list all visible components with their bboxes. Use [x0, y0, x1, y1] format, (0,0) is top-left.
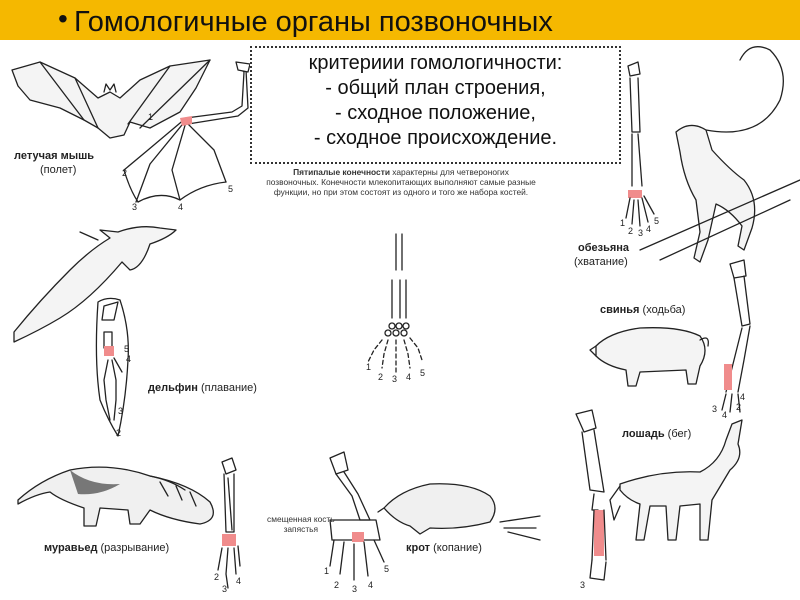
anteater-function: (разрывание)	[100, 542, 170, 554]
monkey-name: обезьяна	[578, 242, 630, 254]
criteria-item: - сходное положение,	[335, 102, 536, 124]
generalized-limb-skeleton	[368, 234, 422, 372]
digit-number: 2	[116, 428, 122, 438]
digit-number: 2	[378, 372, 384, 382]
pig-illustration	[590, 328, 708, 386]
digit-number: 4	[368, 580, 374, 590]
monkey-illustration	[640, 47, 800, 262]
anteater-name: муравьед	[44, 542, 98, 554]
mole-wrist-note: смещенная кость запястья	[267, 514, 335, 534]
pig-function: (ходьба)	[642, 304, 686, 316]
digit-number: 3	[638, 228, 644, 238]
digit-number: 3	[222, 584, 228, 594]
digit-number: 5	[124, 344, 130, 354]
mole-label	[406, 542, 482, 554]
digit-number: 5	[384, 564, 390, 574]
digit-number: 2	[122, 168, 128, 178]
caption-text: характерны для четвероногих позвоночных. Конечности млекопитающих выполняют самые разные функции, но при этом состоят из одного и того же набора костей.	[266, 167, 536, 197]
title-bullet: •	[58, 3, 68, 34]
mole-name: крот	[406, 542, 431, 554]
homology-criteria-box	[250, 46, 621, 164]
digit-number: 1	[324, 566, 330, 576]
digit-number: 2	[736, 402, 742, 412]
mole-limb-skeleton	[330, 452, 384, 580]
horse-function: (бег)	[667, 428, 692, 440]
mole-function: (копание)	[433, 542, 482, 554]
anteater-label	[44, 542, 169, 554]
dolphin-flipper-skeleton	[96, 298, 128, 436]
digit-number: 3	[132, 202, 138, 212]
pig-limb-skeleton	[722, 260, 750, 412]
pig-name: свинья	[600, 304, 640, 316]
horse-name: лошадь	[622, 428, 665, 440]
dolphin-label	[148, 382, 257, 394]
monkey-function: (хватание)	[574, 256, 628, 268]
anteater-illustration	[18, 467, 213, 526]
criteria-item: - общий план строения,	[325, 77, 546, 99]
criteria-heading: критериии гомологичности:	[308, 52, 563, 74]
digit-number: 2	[628, 226, 634, 236]
digit-number: 3	[392, 374, 398, 384]
pig-label	[600, 304, 685, 316]
digit-number: 3	[118, 406, 124, 416]
digit-number: 4	[722, 410, 728, 420]
dolphin-function: (плавание)	[200, 382, 257, 394]
digit-number: 5	[420, 368, 426, 378]
digit-number: 2	[334, 580, 340, 590]
digit-number: 5	[228, 184, 234, 194]
horse-label	[622, 428, 691, 440]
mole-illustration	[378, 484, 540, 540]
digit-number: 4	[178, 202, 184, 212]
digit-number: 5	[654, 216, 660, 226]
digit-number: 3	[352, 584, 358, 594]
digit-number: 1	[366, 362, 372, 372]
digit-number: 1	[620, 218, 626, 228]
bat-function: (полет)	[40, 164, 77, 176]
dolphin-name: дельфин	[148, 382, 198, 394]
digit-number: 4	[740, 392, 746, 402]
monkey-label	[578, 242, 629, 254]
digit-number: 4	[236, 576, 242, 586]
caption-bold: Пятипалые конечности	[293, 167, 390, 177]
monkey-limb-skeleton	[626, 62, 654, 226]
digit-number: 4	[126, 354, 132, 364]
limb-caption	[266, 167, 536, 197]
horse-limb-skeleton	[576, 410, 606, 580]
digit-number: 1	[148, 112, 154, 122]
digit-number: 2	[214, 572, 220, 582]
bat-name: летучая мышь	[14, 150, 95, 162]
bat-label	[14, 150, 94, 162]
dolphin-illustration	[14, 227, 176, 342]
digit-number: 4	[406, 372, 412, 382]
criteria-item: - сходное происхождение.	[313, 127, 558, 149]
digit-number: 4	[646, 224, 652, 234]
digit-number: 3	[712, 404, 718, 414]
slide-title: Гомологичные органы позвоночных	[74, 6, 553, 38]
anteater-limb-skeleton	[218, 458, 240, 588]
digit-number: 3	[580, 580, 586, 590]
